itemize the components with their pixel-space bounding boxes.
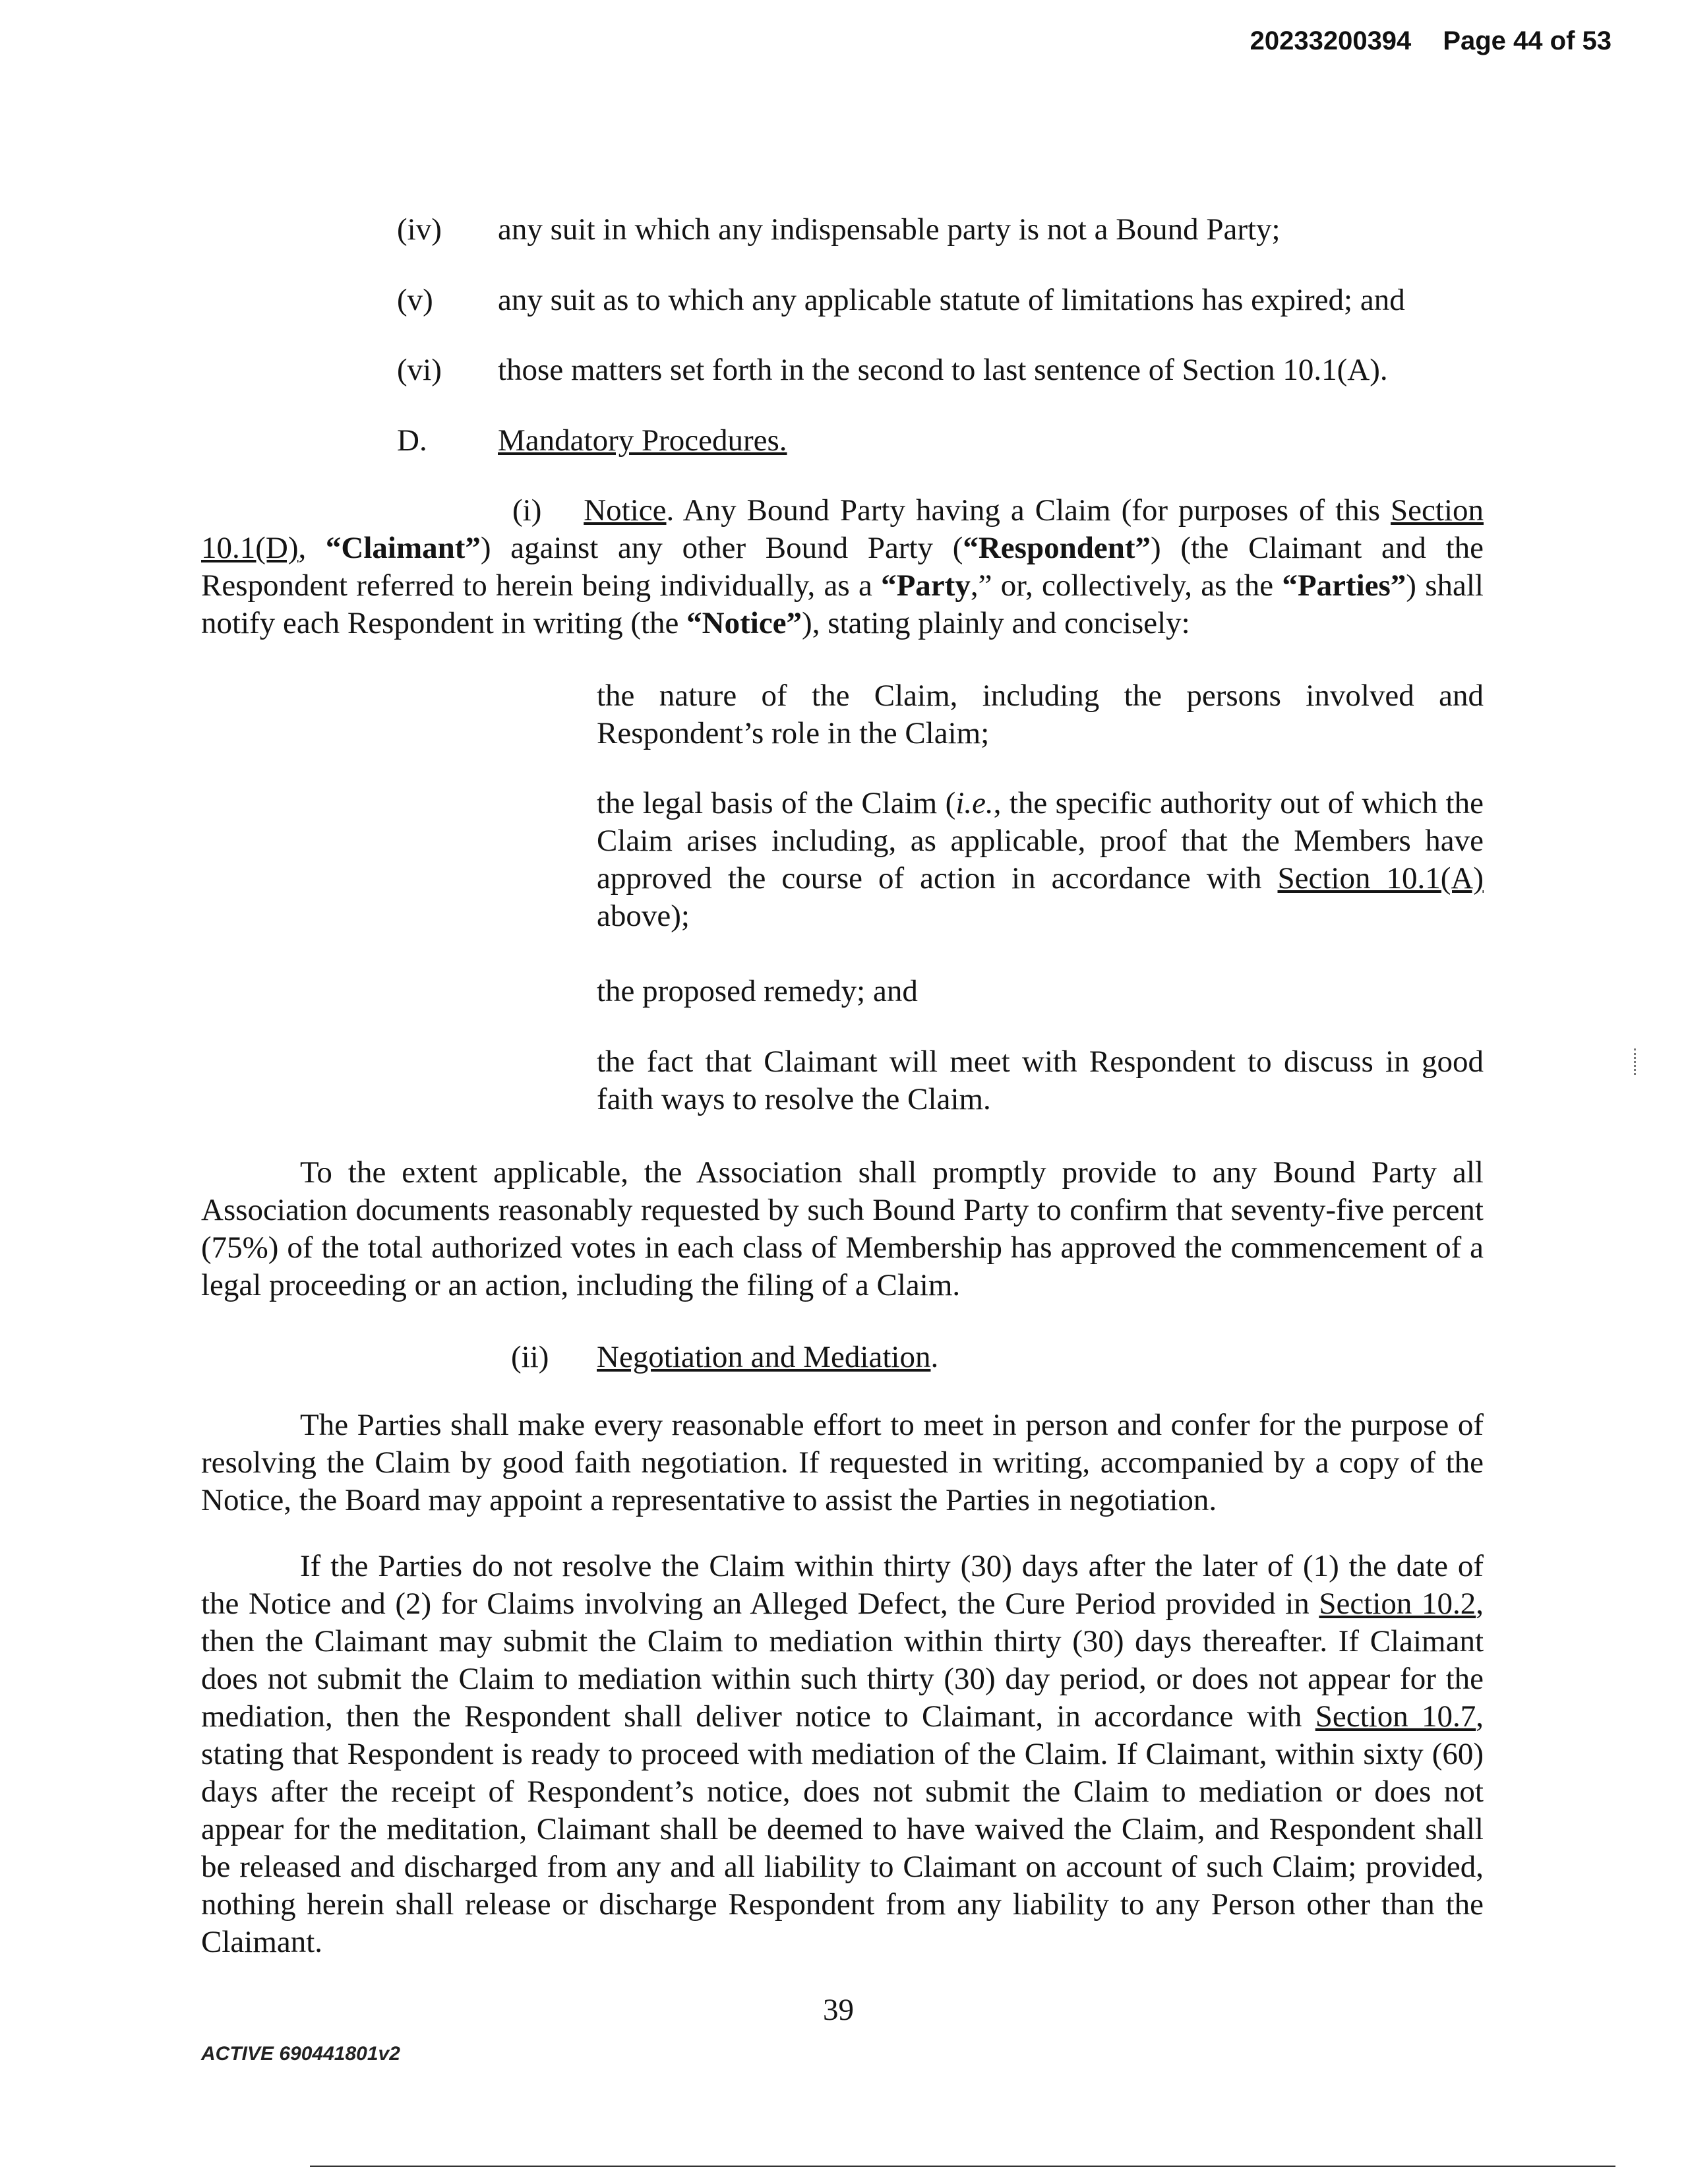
notice-text-6: ) shall notify each Respondent in writing (the	[201, 568, 1484, 640]
margin-mark	[1634, 1048, 1638, 1075]
sub-item-nature: the nature of the Claim, including the persons involved and Respondent’s role in the Claim;	[597, 679, 1484, 750]
item-number-iv: (iv)	[397, 212, 442, 247]
mediation-text-3: , stating that Respondent is ready to proceed with mediation of the Claim. If Claimant, within sixty (60) days after the receipt of Respondent’s notice, does not submit the Claim to mediation or does not appear for the meditation, Claimant shall be deemed to have waived the Claim, and Respondent shall be released and discharged from any and all liability to Claimant on account of such Claim; provided, nothing herein shall release or discharge Respondent from any liability to any Person other than the Claimant.	[201, 1699, 1484, 1959]
legal-basis-ie: i.e.	[955, 786, 994, 820]
mediation-text-1: If the Parties do not resolve the Claim within thirty (30) days after the later of (1) the date of the Notice and (2) for Claims involving an Alleged Defect, the Cure Period provided in	[201, 1549, 1484, 1621]
notice-text-2: ,	[298, 531, 326, 565]
legal-basis-text-2: , the specific authority out of which the Claim arises including, as applicable, proof that the Members have approved the course of action in accordance with	[597, 786, 1484, 895]
item-number-vi: (vi)	[397, 353, 442, 387]
item-text-v: any suit as to which any applicable statute of limitations has expired; and	[498, 283, 1405, 317]
item-text-iv: any suit in which any indispensable party is not a Bound Party;	[498, 212, 1281, 247]
legal-basis-text-1: the legal basis of the Claim (	[597, 786, 956, 820]
sub-item-legal-basis	[597, 785, 1484, 935]
section-d-label: D.	[397, 423, 427, 458]
document-number: 20233200394	[1250, 26, 1412, 55]
term-claimant: “Claimant”	[325, 531, 481, 565]
sub-item-meet: the fact that Claimant will meet with Respondent to discuss in good faith ways to resolve the Claim.	[597, 1045, 1484, 1116]
negotiation-title: Negotiation and Mediation	[597, 1340, 931, 1374]
notice-number: (i)	[512, 493, 542, 528]
section-ref-10-7: Section 10.7	[1315, 1699, 1476, 1734]
bottom-scan-line	[310, 2166, 1615, 2167]
sub-item-remedy: the proposed remedy; and	[597, 974, 918, 1008]
section-ref-10-2: Section 10.2	[1319, 1587, 1476, 1621]
page-number: 39	[823, 1993, 854, 2027]
paragraph-parties-negotiation: The Parties shall make every reasonable effort to meet in person and confer for the purpose of resolving the Claim by good faith negotiation. If requested in writing, accompanied by a copy of the Notice, the Board may appoint a representative to assist the Parties in negotiation.	[201, 1408, 1484, 1517]
notice-text-7: ), stating plainly and concisely:	[802, 606, 1190, 640]
negotiation-number: (ii)	[511, 1340, 549, 1374]
notice-text-4: ) (the Claimant and the Respondent referred to herein being individually, as a	[201, 531, 1484, 603]
section-ref-10-1-a: Section 10.1(A)	[1277, 861, 1484, 895]
notice-title: Notice	[584, 493, 667, 528]
term-notice: “Notice”	[686, 606, 802, 640]
term-party: “Party	[881, 568, 971, 603]
section-d-title: Mandatory Procedures.	[498, 423, 787, 458]
item-text-vi: those matters set forth in the second to last sentence of Section 10.1(A).	[498, 353, 1388, 387]
paragraph-extent-applicable: To the extent applicable, the Association shall promptly provide to any Bound Party all Association documents reasonably requested by such Bound Party to confirm that seventy-five percent (75%) of the total authorized votes in each class of Membership has approved the commencement of a legal proceeding or an action, including the filing of a Claim.	[201, 1155, 1484, 1302]
section-ref-10-1-d: Section 10.1(D)	[201, 493, 1484, 565]
page-header	[1250, 26, 1612, 56]
negotiation-title-period: .	[930, 1340, 939, 1374]
item-number-v: (v)	[397, 283, 433, 317]
negotiation-heading	[597, 1339, 938, 1376]
term-parties: “Parties”	[1282, 568, 1406, 603]
notice-text-1: . Any Bound Party having a Claim (for purposes of this	[666, 493, 1391, 528]
legal-basis-text-3: above);	[597, 899, 690, 933]
paragraph-mediation	[201, 1548, 1484, 1961]
document-code: ACTIVE 690441801v2	[201, 2043, 400, 2065]
mediation-text-2: , then the Claimant may submit the Claim to mediation within thirty (30) days thereafter. If Claimant does not submit the Claim to mediation within such thirty (30) day period, or does not appear for the mediation, then the Respondent shall deliver notice to Claimant, in accordance with	[201, 1587, 1484, 1734]
notice-text-3: ) against any other Bound Party (	[480, 531, 963, 565]
notice-text-5: ,” or, collectively, as the	[970, 568, 1282, 603]
term-respondent: “Respondent”	[963, 531, 1151, 565]
notice-paragraph	[201, 492, 1484, 642]
page-indicator: Page 44 of 53	[1443, 26, 1612, 55]
